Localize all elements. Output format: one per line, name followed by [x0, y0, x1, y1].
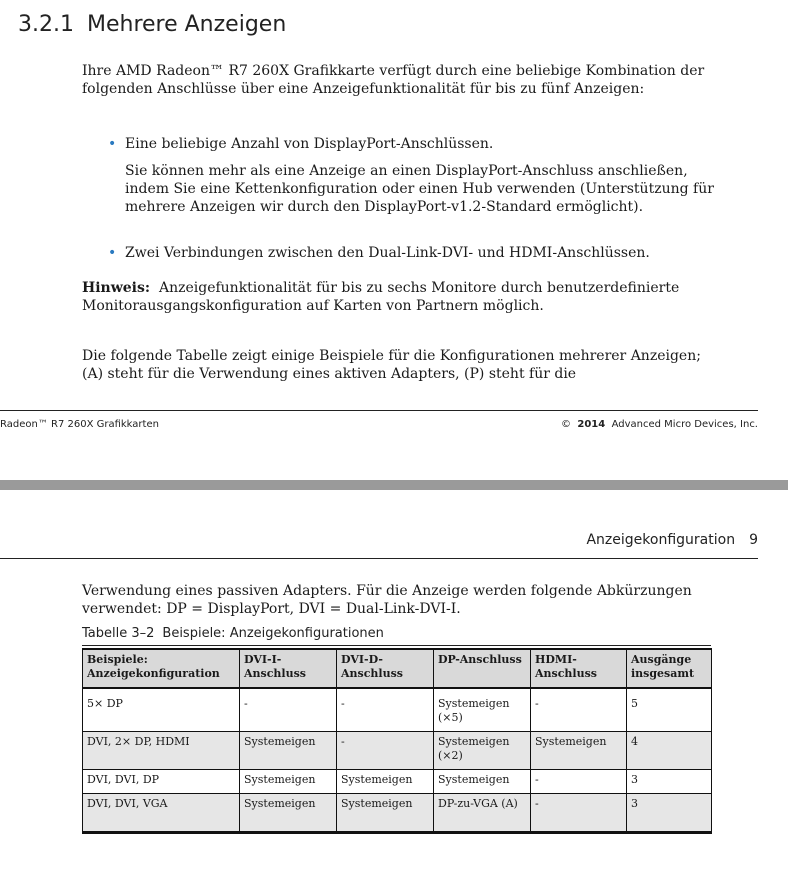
table-cell: 5 — [627, 688, 712, 732]
table-cell: DVI, DVI, VGA — [83, 794, 240, 833]
footer-copyright — [561, 418, 758, 432]
table-cell: - — [240, 688, 337, 732]
table-cell: Systemeigen (×5) — [434, 688, 531, 732]
table-cell: Systemeigen — [434, 770, 531, 794]
running-head — [586, 531, 758, 549]
table-cell: - — [531, 770, 627, 794]
table-cell: DVI, DVI, DP — [83, 770, 240, 794]
bullet-marker: • — [108, 245, 117, 261]
table-caption-number: Tabelle 3–2 — [82, 626, 155, 641]
table-cell: Systemeigen (×2) — [434, 732, 531, 770]
table-caption-title: Beispiele: Anzeigekonfigurationen — [162, 626, 384, 641]
table-row — [83, 688, 712, 732]
note-text: Anzeigefunktionalität für bis zu sechs Monitore durch benutzerdefinierte Monitorausgangskonfiguration auf Karten von Partnern möglich. — [82, 280, 680, 314]
table-cell: 4 — [627, 732, 712, 770]
abbreviations-paragraph: Verwendung eines passiven Adapters. Für die Anzeige werden folgende Abkürzungen verwendet: DP = DisplayPort, DVI = Dual-Link-DVI-I. — [82, 583, 692, 617]
bullet-marker: • — [108, 136, 117, 152]
table-cell: - — [531, 688, 627, 732]
page-number: 9 — [749, 532, 758, 548]
bullet-displayport: Eine beliebige Anzahl von DisplayPort-Anschlüssen. — [125, 136, 494, 152]
running-head-title: Anzeigekonfiguration — [586, 532, 736, 548]
header-dvi-i: DVI-I-Anschluss — [240, 649, 337, 688]
footer-product: Radeon™ R7 260X Grafikkarten — [0, 419, 159, 430]
table-header-row — [83, 649, 712, 688]
header-hdmi: HDMI-Anschluss — [531, 649, 627, 688]
table-cell: DVI, 2× DP, HDMI — [83, 732, 240, 770]
table-cell: Systemeigen — [240, 732, 337, 770]
footer-rule — [0, 410, 758, 411]
table-cell: - — [337, 732, 434, 770]
table-cell: Systemeigen — [337, 794, 434, 833]
bullet-dvi-hdmi: Zwei Verbindungen zwischen den Dual-Link-DVI- und HDMI-Anschlüssen. — [125, 245, 650, 261]
header-rule — [0, 558, 758, 559]
header-config: Beispiele: Anzeigekonfiguration — [83, 649, 240, 688]
intro-paragraph: Ihre AMD Radeon™ R7 260X Grafikkarte verfügt durch eine beliebige Kombination der folgenden Anschlüsse über eine Anzeigefunktionalität für bis zu fünf Anzeigen: — [82, 63, 705, 97]
copyright-year: 2014 — [577, 419, 606, 430]
note-label: Hinweis: — [82, 280, 151, 296]
section-number: 3.2.1 — [18, 12, 74, 37]
table-cell: 3 — [627, 794, 712, 833]
page-separator — [0, 480, 788, 490]
header-dp: DP-Anschluss — [434, 649, 531, 688]
table-cell: Systemeigen — [240, 770, 337, 794]
table-row — [83, 770, 712, 794]
header-dvi-d: DVI-D-Anschluss — [337, 649, 434, 688]
table-cell: 3 — [627, 770, 712, 794]
caption-rule — [82, 645, 711, 646]
table-cell: - — [531, 794, 627, 833]
table-caption — [82, 626, 384, 642]
table-cell: Systemeigen — [240, 794, 337, 833]
table-cell: Systemeigen — [337, 770, 434, 794]
bullet-displayport-detail: Sie können mehr als eine Anzeige an einen DisplayPort-Anschluss anschließen, indem Sie eine Kettenkonfiguration oder einen Hub verwenden (Unterstützung für mehrere Anzeigen wir durch den DisplayPort-v1.2-Standard ermöglicht). — [125, 163, 714, 215]
table-row — [83, 794, 712, 833]
section-title: Mehrere Anzeigen — [86, 12, 287, 37]
section-heading — [18, 10, 286, 40]
table-intro-paragraph: Die folgende Tabelle zeigt einige Beispiele für die Konfigurationen mehrerer Anzeigen; (A) steht für die Verwendung eines aktiven Adapters, (P) steht für die — [82, 348, 701, 382]
header-total-outputs: Ausgänge insgesamt — [627, 649, 712, 688]
copyright-symbol: © — [561, 419, 572, 430]
note-paragraph — [82, 279, 732, 315]
table-cell: DP-zu-VGA (A) — [434, 794, 531, 833]
table-cell: 5× DP — [83, 688, 240, 732]
copyright-company: Advanced Micro Devices, Inc. — [611, 419, 758, 430]
table-row — [83, 732, 712, 770]
table-cell: - — [337, 688, 434, 732]
display-config-table — [82, 648, 712, 834]
table-cell: Systemeigen — [531, 732, 627, 770]
